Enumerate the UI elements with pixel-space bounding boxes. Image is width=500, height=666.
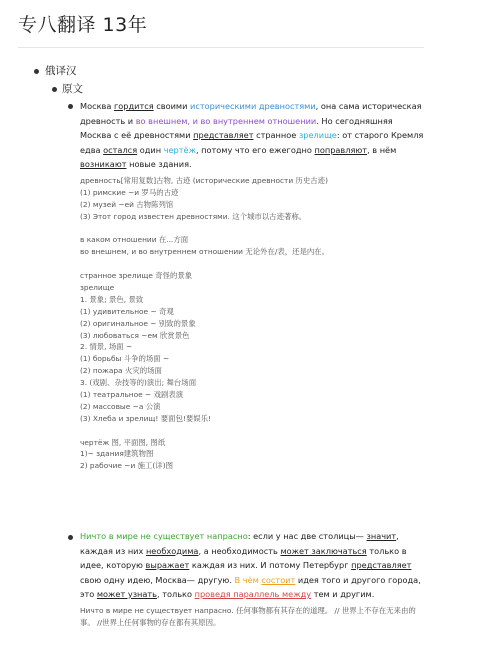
title-divider	[18, 47, 424, 48]
underlined-word: представляет	[351, 560, 412, 570]
note-line: (3) Хлеба и зрелищ! 要面包!要娱乐!	[80, 413, 211, 423]
underlined-phrase: может заключаться	[280, 545, 367, 556]
highlighted-phrase: В чём	[234, 574, 259, 585]
highlighted-word: состоит	[261, 574, 296, 585]
note-line: во внешнем, и во внутреннем отношении 无论外在/表，还是内在。	[80, 247, 330, 257]
text-run: : если у нас две столицы—	[247, 531, 367, 541]
highlighted-word: зрелище	[298, 130, 337, 140]
text-run: , она сама историческая древность и	[80, 101, 422, 126]
note-line	[80, 223, 430, 235]
note-line: (1) театральное ~ 戏剧表演	[80, 390, 184, 400]
note-line: чертёж 图, 平面图, 图纸	[80, 437, 166, 447]
highlighted-word: чертёж	[163, 144, 196, 155]
highlighted-phrase: во внешнем, и во внутреннем отношении	[135, 115, 317, 126]
text-run: , каждая из них	[80, 531, 399, 556]
text-run: , в нём	[367, 144, 397, 155]
text-run: свою одну идею, Москва— другую.	[80, 574, 235, 585]
text-run: своими	[153, 101, 191, 111]
bullet-icon	[34, 69, 39, 74]
note-line: (3) Этот город известен древностями. 这个城市以古迹著称。	[80, 211, 307, 221]
text-run: новые здания.	[126, 159, 192, 169]
note-line: (1) римские ~и 罗马的古迹	[80, 187, 179, 197]
text-run: каждая из них. И потому Петербург	[189, 560, 352, 570]
outline-level2-label[interactable]: 原文	[62, 83, 83, 95]
highlighted-phrase: историческими древностями	[190, 101, 316, 111]
underlined-word: значит	[366, 531, 397, 541]
source-paragraph-2[interactable]	[80, 529, 425, 602]
text-run: , только	[157, 589, 195, 599]
note-line: (1) удивительное ~ 奇观	[80, 306, 174, 316]
highlighted-phrase: Ничто в мире не существует напрасно	[80, 531, 248, 541]
underlined-word: необходима	[145, 545, 199, 556]
note-line: (2) оригинальное ~ 别致的景象	[80, 318, 196, 328]
note-line: (1) борьбы 斗争的场面 ~	[80, 354, 170, 364]
text-run: , а необходимость	[198, 545, 281, 556]
bullet-icon	[52, 87, 57, 92]
note-line: 3. (戏剧、杂技等的)演出; 舞台场面	[80, 378, 197, 388]
underlined-word: поправляют	[314, 144, 368, 155]
underlined-word: выражает	[145, 560, 190, 570]
note-line: древность[常用复数]古物, 古迹 (исторические древности 历史古迹)	[80, 176, 328, 185]
text-run: странное	[253, 130, 299, 140]
note-line: зрелище	[80, 283, 115, 293]
text-run: только в идее, которую	[80, 545, 407, 570]
underlined-word: гордится	[113, 101, 154, 111]
note-line: (2) пожара 火灾的场面	[80, 366, 162, 376]
underlined-word: возникают	[80, 159, 127, 169]
source-paragraph-1[interactable]	[80, 99, 425, 172]
vocabulary-notes	[80, 175, 430, 472]
underlined-word: представляет	[193, 130, 254, 140]
text-run: . Но сегодняшняя Москва с её древностями	[80, 115, 393, 140]
page-title: 专八翻译 13年	[18, 14, 148, 36]
note-line	[80, 258, 430, 270]
text-run: идея того и другого города, это	[80, 574, 421, 599]
note-line: странное зрелище 奇怪的景象	[80, 271, 193, 281]
text-run: один	[137, 144, 164, 155]
note-line: 1)~ здания建筑物图	[80, 449, 154, 459]
text-run: : от старого Кремля едва	[80, 130, 424, 155]
note-line: 1. 景象; 景色, 景致	[80, 294, 144, 304]
note-line: 2. 情景, 场面 ~	[80, 342, 133, 352]
text-run: , потому что его ежегодно	[195, 144, 315, 155]
note-line: 2) рабочие ~и 施工(详)图	[80, 461, 173, 471]
text-run: Москва	[80, 101, 114, 111]
note-line: (3) любоваться ~ем 欣赏景色	[80, 330, 190, 340]
outline-level1-label[interactable]: 俄译汉	[45, 65, 77, 77]
bullet-icon	[68, 535, 73, 540]
note-line: (2) музей ~ей 古物陈列馆	[80, 199, 174, 209]
underlined-word: остался	[103, 144, 138, 155]
underlined-phrase: может узнать	[96, 589, 158, 599]
note-line	[80, 425, 430, 437]
translation-note: Ничто в мире не существует напрасно. 任何事物都有其存在的道理。 // 世界上不存在无来由的事。 //世界上任何事物的存在都有其原因。	[80, 606, 416, 627]
bullet-icon	[68, 104, 73, 109]
note-line: (2) массовые ~а 公演	[80, 401, 161, 411]
text-run: тем и другим.	[311, 589, 375, 599]
note-line: в каком отношении 在...方面	[80, 235, 189, 245]
highlighted-phrase: проведя параллель между	[194, 589, 312, 599]
